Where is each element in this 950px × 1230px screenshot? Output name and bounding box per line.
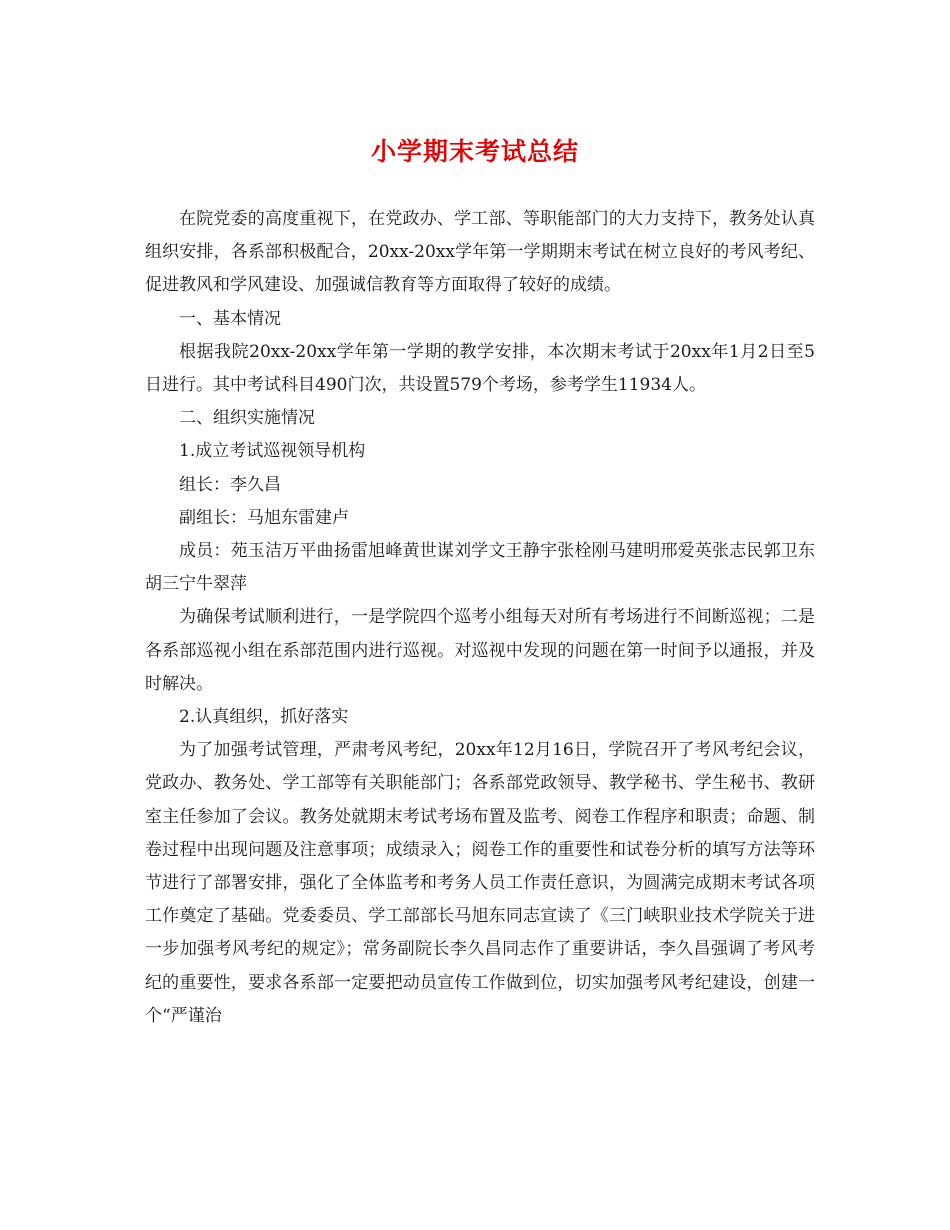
paragraph-inspection: 为确保考试顺利进行，一是学院四个巡考小组每天对所有考场进行不间断巡视；二是各系部巡视小组在系部范围内进行巡视。对巡视中发现的问题在第一时间予以通报，并及时解决。 [145,607,815,694]
paragraph-members: 成员：苑玉洁万平曲扬雷旭峰黄世谋刘学文王静宇张栓刚马建明邢爱英张志民郭卫东胡三宁牛翠萍 [145,541,815,595]
paragraph-intro: 在院党委的高度重视下，在党政办、学工部、等职能部门的大力支持下，教务处认真组织安排，各系部积极配合，20xx-20xx学年第一学期期末考试在树立良好的考风考纪、促进教风和学风建设、加强诚信教育等方面取得了较好的成绩。 [145,209,815,296]
paragraph-group-leader: 组长：李久昌 [179,474,281,495]
document-title: 小学期末考试总结 [370,137,579,166]
subheading-inspection-body: 1.成立考试巡视领导机构 [179,441,366,462]
paragraph-basic-situation: 根据我院20xx-20xx学年第一学期的教学安排，本次期末考试于20xx年1月2日至5日进行。其中考试科目490门次，共设置579个考场，参考学生11934人。 [145,341,815,396]
heading-organization: 二、组织实施情况 [179,408,315,429]
paragraph-deputy-leader: 副组长：马旭东雷建卢 [179,507,349,528]
document-body [145,203,815,1033]
subheading-implementation: 2.认真组织，抓好落实 [179,707,349,728]
heading-basic-situation: 一、基本情况 [179,308,281,329]
paragraph-meeting: 为了加强考试管理，严肃考风考纪，20xx年12月16日，学院召开了考风考纪会议，党政办、教务处、学工部等有关职能部门；各系部党政领导、教学秘书、学生秘书、教研室主任参加了会议。教务处就期末考试考场布置及监考、阅卷工作程序和职责；命题、制卷过程中出现问题及注意事项；成绩录入；阅卷工作的重要性和试卷分析的填写方法等环节进行了部署安排，强化了全体监考和考务人员工作责任意识，为圆满完成期末考试各项工作奠定了基础。党委委员、学工部部长马旭东同志宣读了《三门峡职业技术学院关于进一步加强考风考纪的规定》；常务副院长李久昌同志作了重要讲话，李久昌强调了考风考纪的重要性，要求各系部一定要把动员宣传工作做到位，切实加强考风考纪建设，创建一个“严谨治 [145,740,815,1026]
